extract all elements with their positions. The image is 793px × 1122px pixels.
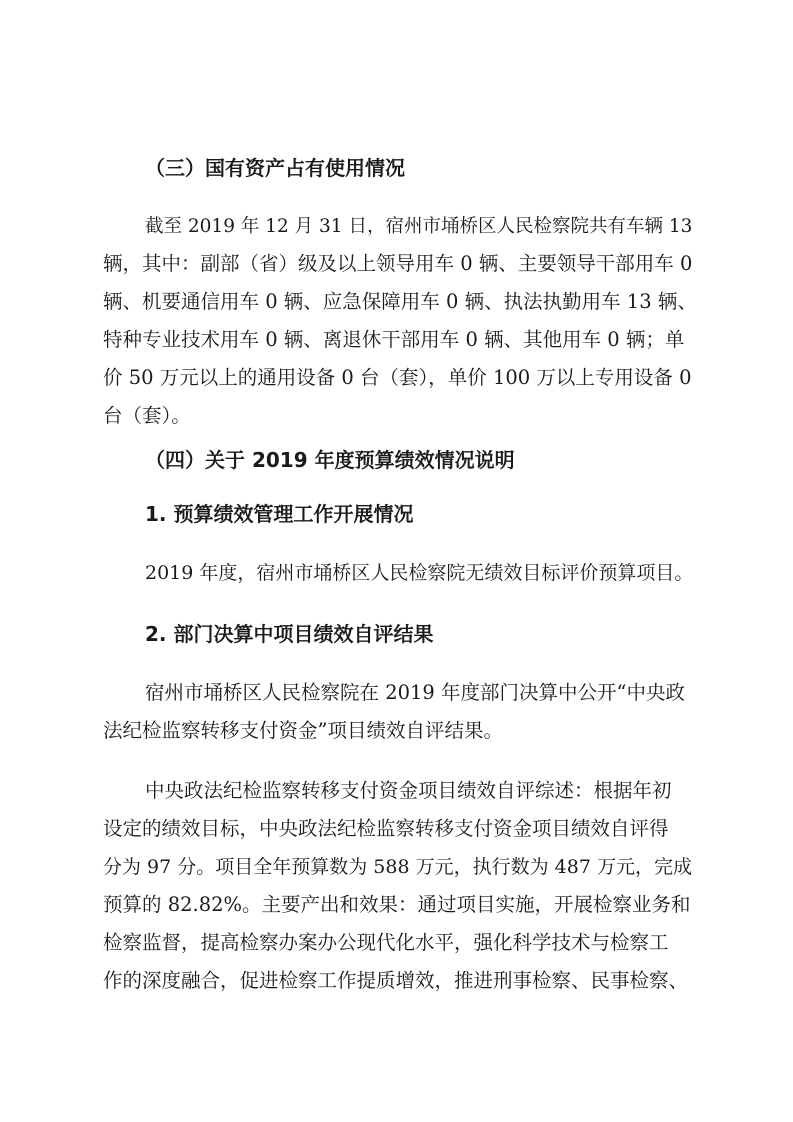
paragraph-line: 法纪检监察转移支付资金”项目绩效自评结果。 [103, 719, 503, 742]
paragraph-line: 价 50 万元以上的通用设备 0 台（套），单价 100 万以上专用设备 0 [103, 366, 692, 389]
paragraph-line: 中央政法纪检监察转移支付资金项目绩效自评综述：根据年初 [145, 779, 672, 802]
paragraph-line: 特种专业技术用车 0 辆、离退休干部用车 0 辆、其他用车 0 辆；单 [103, 328, 685, 351]
section-heading-performance: （四）关于 2019 年度预算绩效情况说明 [145, 448, 515, 472]
paragraph-line: 台（套）。 [103, 404, 191, 427]
paragraph-line: 预算的 82.82%。主要产出和效果：通过项目实施，开展检察业务和 [103, 893, 691, 916]
paragraph-line: 截至 2019 年 12 月 31 日，宿州市埇桥区人民检察院共有车辆 13 [145, 216, 693, 237]
paragraph-line: 作的深度融合，促进检察工作提质增效，推进刑事检察、民事检察、 [103, 969, 689, 992]
paragraph-line: 分为 97 分。项目全年预算数为 588 万元，执行数为 487 万元，完成 [103, 856, 692, 878]
paragraph-line: 辆、机要通信用车 0 辆、应急保障用车 0 辆、执法执勤用车 13 辆、 [103, 290, 697, 313]
paragraph-line: 2019 年度，宿州市埇桥区人民检察院无绩效目标评价预算项目。 [145, 562, 694, 584]
paragraph-line: 检察监督，提高检察办案办公现代化水平，强化科学技术与检察工 [103, 931, 669, 954]
paragraph-line: 宿州市埇桥区人民检察院在 2019 年度部门决算中公开“中央政 [145, 681, 685, 704]
paragraph-line: 辆，其中：副部（省）级及以上领导用车 0 辆、主要领导干部用车 0 [103, 252, 693, 275]
subsection-heading-self-evaluation: 2. 部门决算中项目绩效自评结果 [145, 622, 434, 646]
section-heading-state-assets: （三）国有资产占有使用情况 [145, 156, 405, 180]
paragraph-line: 设定的绩效目标，中央政法纪检监察转移支付资金项目绩效自评得 [103, 817, 669, 840]
subsection-heading-performance-management: 1. 预算绩效管理工作开展情况 [145, 502, 414, 526]
